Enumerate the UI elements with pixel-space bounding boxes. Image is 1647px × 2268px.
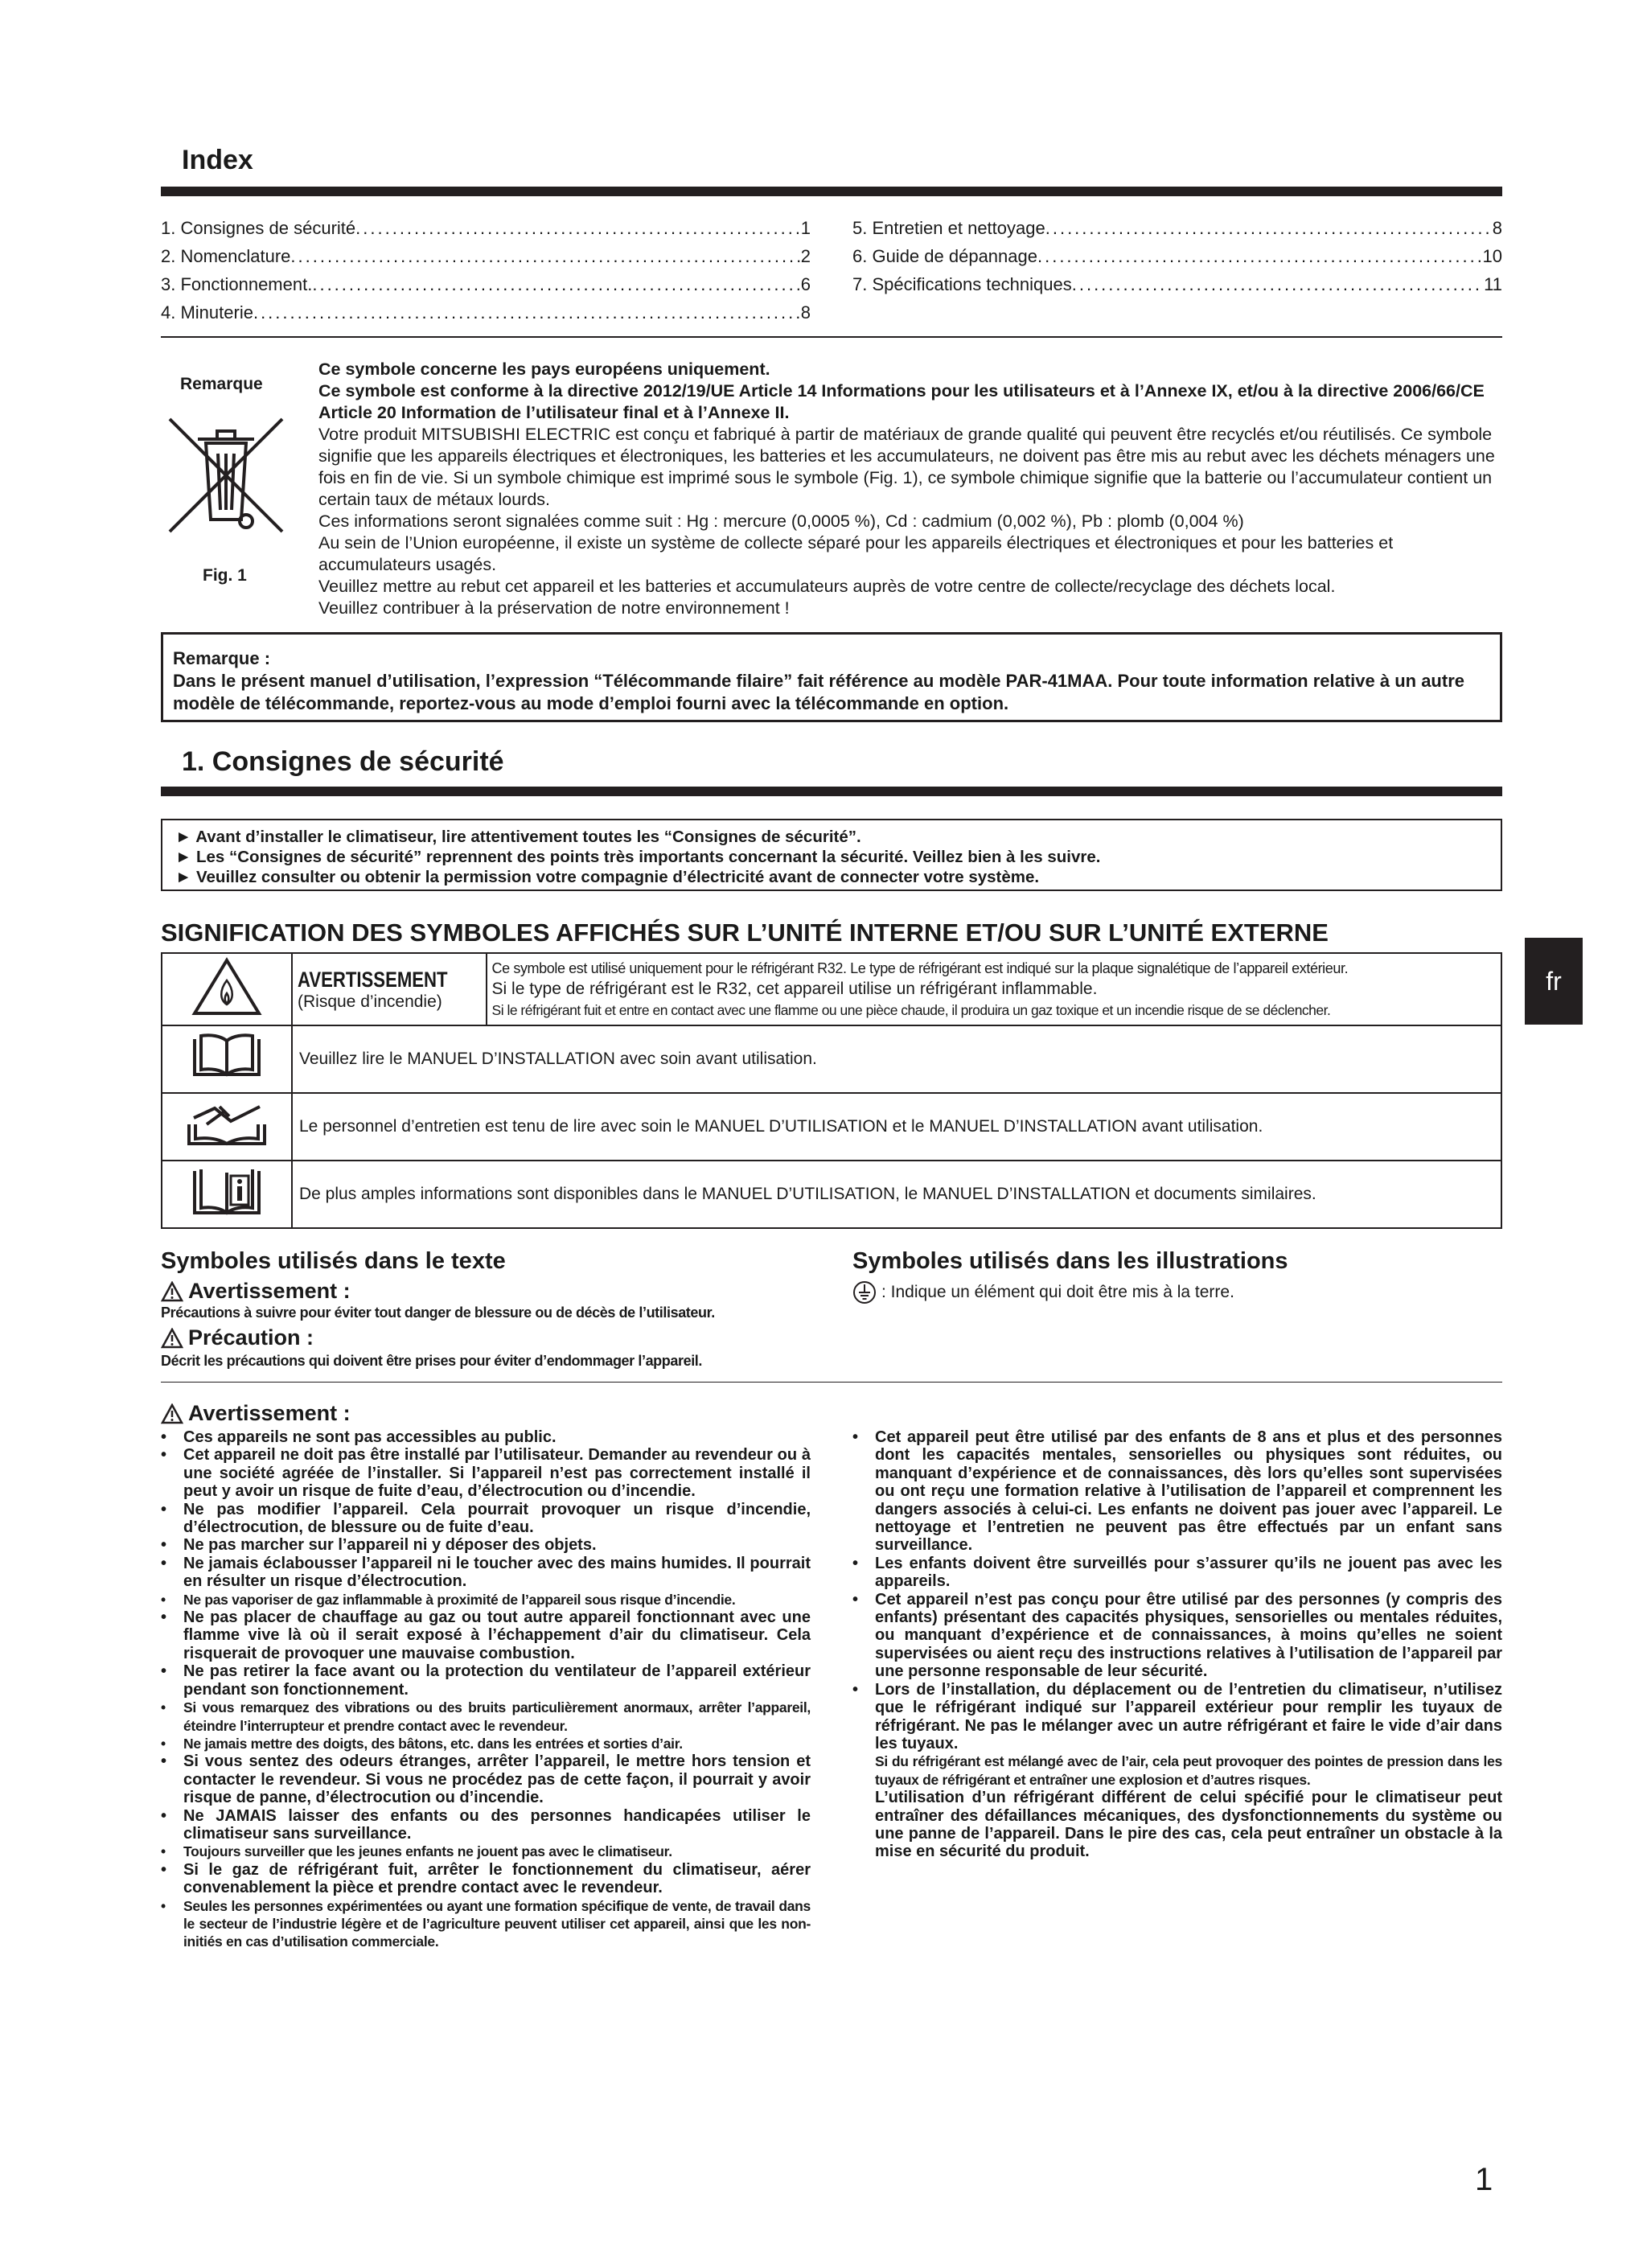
safety-intro-1: ► Avant d’installer le climatiseur, lire attentivement toutes les “Consignes de sécurité”.	[175, 828, 861, 846]
warning-item: • Seules les personnes expérimentées ou ayant une formation spécifique de vente, de travail dans le secteur de l’industrie légère et de l’agriculture peuvent utiliser cet appareil, ainsi que les non-initiés en cas d’utilisation commerciale.	[161, 1897, 811, 1951]
toc-item[interactable]	[852, 214, 1502, 242]
warning-item: • Ne JAMAIS laisser des enfants ou des personnes handicapées utiliser le climatiseur sans surveillance.	[161, 1807, 811, 1843]
illus-symbols-title: Symboles utilisés dans les illustrations	[852, 1248, 1288, 1274]
remark-box-title: Remarque :	[173, 648, 271, 668]
toc-item[interactable]	[852, 242, 1502, 270]
warnings-left	[161, 1428, 811, 1951]
service-cell	[162, 1093, 292, 1161]
warning-item: • Cet appareil ne doit pas être installé par l’utilisateur. Demander au revendeur ou à une société agréée de l’installer. Si l’appareil n’est pas correctement installé il peut y avoir un risque de fuite d’eau, d’électrocution ou d’incendie.	[161, 1446, 811, 1500]
warning-text-cell	[487, 953, 1501, 1025]
weee-text	[318, 359, 1504, 619]
ground-icon	[852, 1280, 877, 1305]
warning-item: • Ces appareils ne sont pas accessibles au public.	[161, 1428, 811, 1446]
warning-item: • Ne pas modifier l’appareil. Cela pourrait provoquer un risque d’incendie, d’électrocution, de blessure ou de fuite d’eau.	[161, 1501, 811, 1537]
index-title: Index	[182, 145, 253, 175]
weee-para-2: Ces informations seront signalées comme suit : Hg : mercure (0,0005 %), Cd : cadmium (0,002 %), Pb : plomb (0,004 %)	[318, 512, 1244, 531]
weee-para-4: Veuillez mettre au rebut cet appareil et les batteries et accumulateurs auprès de votre centre de collecte/recyclage des déchets local.	[318, 577, 1336, 596]
warning-line-3: Si le réfrigérant fuit et entre en contact avec une flamme ou une pièce chaude, il produira un gaz toxique et un incendie risque de se déclencher.	[491, 1002, 1331, 1018]
warnings-triangle-icon	[161, 1403, 183, 1424]
warnings-right	[852, 1428, 1502, 1861]
warning-item: • Ne pas vaporiser de gaz inflammable à proximité de l’appareil sous risque d’incendie.	[161, 1591, 811, 1609]
page-number: 1	[1475, 2162, 1493, 2197]
safety-intro-2: ► Les “Consignes de sécurité” reprennent des points très importants concernant la sécurité. Veillez bien à les suivre.	[175, 848, 1101, 866]
toc-leader	[355, 214, 801, 242]
toc-label: 7. Spécifications techniques	[852, 274, 1072, 294]
toc-item[interactable]	[852, 270, 1502, 298]
warnings-title: Avertissement :	[188, 1401, 351, 1425]
warning-item: • Ne pas placer de chauffage au gaz ou tout autre appareil fonctionnant avec une flamme vive là où il serait exposé à l’échappement d’air du climatiseur. Cela risquerait de provoquer une mauvaise combustion.	[161, 1609, 811, 1662]
warning-item: • Ne pas marcher sur l’appareil ni y déposer des objets.	[161, 1536, 811, 1554]
text-caution-desc: Décrit les précautions qui doivent être prises pour éviter d’endommager l’appareil.	[161, 1353, 703, 1369]
toc-label: 6. Guide de dépannage	[852, 246, 1037, 266]
index-divider	[161, 336, 1502, 338]
weee-para-1: Votre produit MITSUBISHI ELECTRIC est conçu et fabriqué à partir de matériaux de grande qualité qui peuvent être recyclés et/ou réutilisés. Ce symbole signifie que les appareils électriques et électroniques, les batteries et les accumulateurs, ne doivent pas être mis au rebut avec les déchets ménagers une fois en fin de vie. Si un symbole chimique est imprimé sous le symbole (Fig. 1), ce symbole chimique signifie que la batterie ou l’accumulateur contient un certain taux de métaux lourds.	[318, 425, 1495, 509]
warning-subnote-2: L’utilisation d’un réfrigérant différent de celui spécifié pour le climatiseur peut entraîner des défaillances mécaniques, des dysfonctionnements du système ou une panne de l’appareil. Dans le pire des cas, cela peut entraîner un obstacle à la mise en sécurité du produit.	[875, 1789, 1502, 1861]
ground-desc: : Indique un élément qui doit être mis à la terre.	[881, 1283, 1234, 1301]
toc-page: 8	[1492, 218, 1502, 238]
toc-page: 6	[800, 274, 811, 294]
text-warning-row	[161, 1279, 351, 1304]
safety-title: 1. Consignes de sécurité	[182, 746, 504, 777]
symbols-heading: SIGNIFICATION DES SYMBOLES AFFICHÉS SUR L’UNITÉ INTERNE ET/OU SUR L’UNITÉ EXTERNE	[161, 918, 1329, 947]
warning-item: • Cet appareil n’est pas conçu pour être utilisé par des personnes (y compris des enfants) présentant des capacités physiques, sensorielles ou mentales réduites, ou manquant d’expérience et de connaissances, à moins qu’elles ne soient supervisées ou aient reçu des instructions relatives à l’utilisation de l’appareil par une personne responsable de leur sécurité.	[852, 1591, 1502, 1681]
remark-label: Remarque	[180, 375, 263, 393]
open-book-icon	[187, 1033, 267, 1081]
warning-item: • Ne jamais mettre des doigts, des bâtons, etc. dans les entrées et sorties d’air.	[161, 1735, 811, 1752]
warning-subnote-1: Si du réfrigérant est mélangé avec de l’air, cela peut provoquer des pointes de pression dans les tuyaux de réfrigérant et entraîner une explosion et d’autres risques.	[875, 1753, 1502, 1788]
toc-page: 1	[800, 218, 811, 238]
text-warning-title: Avertissement :	[188, 1279, 351, 1303]
caution-triangle-icon	[161, 1328, 183, 1349]
toc-page: 11	[1484, 274, 1502, 294]
weee-para-5: Veuillez contribuer à la préservation de notre environnement !	[318, 598, 790, 618]
weee-para-3: Au sein de l’Union européenne, il existe un système de collecte séparé pour les appareils électriques et électroniques et pour les batteries et accumulateurs usagés.	[318, 533, 1394, 574]
index-rule	[161, 187, 1502, 196]
warning-label: AVERTISSEMENT	[298, 967, 448, 992]
warning-item: • Toujours surveiller que les jeunes enfants ne jouent pas avec le climatiseur.	[161, 1843, 811, 1860]
text-warning-desc: Précautions à suivre pour éviter tout danger de blessure ou de décès de l’utilisateur.	[161, 1305, 715, 1321]
row3-text: Le personnel d’entretien est tenu de lire avec soin le MANUEL D’UTILISATION et le MANUEL D’INSTALLATION avant utilisation.	[292, 1093, 1501, 1161]
warning-item: • Si vous remarquez des vibrations ou des bruits particulièrement anormaux, arrêter l’appareil, éteindre l’interrupteur et prendre contact avec le revendeur.	[161, 1699, 811, 1735]
remark-box	[161, 632, 1502, 722]
safety-intro-3: ► Veuillez consulter ou obtenir la permission votre compagnie d’électricité avant de connecter votre système.	[175, 868, 1040, 886]
symbols-table	[161, 952, 1502, 1229]
toc-leader	[253, 298, 801, 327]
toc-leader	[1037, 242, 1483, 270]
toc-item[interactable]	[161, 214, 811, 242]
toc-leader	[1045, 214, 1493, 242]
info-manual-icon	[187, 1166, 267, 1218]
warning-item: • Les enfants doivent être surveillés pour s’assurer qu’ils ne jouent pas avec les appareils.	[852, 1555, 1502, 1591]
safety-intro-box	[161, 819, 1502, 891]
toc-label: 2. Nomenclature	[161, 246, 291, 266]
weee-bold-2: Ce symbole est conforme à la directive 2012/19/UE Article 14 Informations pour les utilisateurs et à l’Annexe IX, et/ou à la directive 2006/66/CE Article 20 Information de l’utilisateur final et à l’Annexe II.	[318, 381, 1485, 422]
toc-page: 10	[1482, 246, 1502, 266]
toc-leader	[312, 270, 800, 298]
toc-item[interactable]	[161, 298, 811, 327]
ground-row	[852, 1280, 1234, 1305]
remark-box-text: Dans le présent manuel d’utilisation, l’expression “Télécommande filaire” fait référence au modèle PAR-41MAA. Pour toute information relative à un autre modèle de télécommande, reportez-vous au mode d’emploi fourni avec la télécommande en option.	[173, 671, 1464, 713]
text-symbols-title: Symboles utilisés dans le texte	[161, 1248, 506, 1274]
toc-label: 5. Entretien et nettoyage	[852, 218, 1045, 238]
toc-item[interactable]	[161, 270, 811, 298]
row2-text: Veuillez lire le MANUEL D’INSTALLATION avec soin avant utilisation.	[292, 1025, 1501, 1093]
toc-label: 1. Consignes de sécurité	[161, 218, 356, 238]
warning-item: • Si vous sentez des odeurs étranges, arrêter l’appareil, le mettre hors tension et contacter le revendeur. Si vous ne procédez pas de cette façon, il pourrait y avoir risque de panne, d’électrocution ou d’incendie.	[161, 1752, 811, 1806]
manual-cell	[162, 1025, 292, 1093]
toc-page: 8	[800, 302, 811, 323]
toc-leader	[1072, 270, 1484, 298]
warning-sub: (Risque d’incendie)	[298, 992, 442, 1011]
warning-item: • Ne pas retirer la face avant ou la protection du ventilateur de l’appareil extérieur pendant son fonctionnement.	[161, 1662, 811, 1699]
fire-warning-icon	[191, 956, 263, 1017]
warning-label-cell	[292, 953, 487, 1025]
crossed-bin-icon	[158, 407, 294, 544]
toc-page: 2	[800, 246, 811, 266]
warning-item: • Cet appareil peut être utilisé par des enfants de 8 ans et plus et des personnes dont les capacités mentales, sensorielles ou physiques sont réduites, ou manquant d’expérience et de connaissances, dès lors qu’elles sont supervisées ou ont reçu une formation relative à l’utilisation de l’appareil et comprennent les dangers associés à celui-ci. Les enfants ne doivent pas jouer avec l’appareil. Le nettoyage et l’entretien ne peuvent pas être effectués par un enfant sans surveillance.	[852, 1428, 1502, 1555]
service-manual-icon	[183, 1100, 271, 1148]
warning-item: • Ne jamais éclabousser l’appareil ni le toucher avec des mains humides. Il pourrait en résulter un risque d’électrocution.	[161, 1555, 811, 1591]
toc-label: 4. Minuterie	[161, 302, 253, 323]
fig-label: Fig. 1	[203, 566, 247, 585]
warning-triangle-icon	[161, 1281, 183, 1302]
text-caution-row	[161, 1325, 314, 1350]
toc-label: 3. Fonctionnement.	[161, 274, 313, 294]
row4-text: De plus amples informations sont disponibles dans le MANUEL D’UTILISATION, le MANUEL D’INSTALLATION et documents similaires.	[292, 1161, 1501, 1228]
warning-line-2: Si le type de réfrigérant est le R32, cet appareil utilise un réfrigérant inflammable.	[491, 980, 1098, 998]
warning-item: • Lors de l’installation, du déplacement ou de l’entretien du climatiseur, n’utilisez que le réfrigérant indiqué sur l’appareil extérieur pour remplir les tuyaux de réfrigérant. Ne pas le mélanger avec un autre réfrigérant et faire le vide d’air dans les tuyaux.	[852, 1681, 1502, 1753]
warnings-header	[161, 1401, 351, 1426]
warning-item: • Si le gaz de réfrigérant fuit, arrêter le fonctionnement du climatiseur, aérer convenablement la pièce et prendre contact avec le revendeur.	[161, 1861, 811, 1897]
fire-warning-cell	[162, 953, 292, 1025]
info-cell	[162, 1161, 292, 1228]
language-tab[interactable]: fr	[1525, 938, 1583, 1025]
symbols-divider	[161, 1382, 1502, 1383]
weee-bold-1: Ce symbole concerne les pays européens uniquement.	[318, 360, 770, 379]
text-caution-title: Précaution :	[188, 1325, 314, 1350]
toc-leader	[290, 242, 800, 270]
toc-item[interactable]	[161, 242, 811, 270]
safety-rule	[161, 787, 1502, 796]
warning-line-1: Ce symbole est utilisé uniquement pour le réfrigérant R32. Le type de réfrigérant est indiqué sur la plaque signalétique de l’appareil extérieur.	[491, 960, 1349, 976]
